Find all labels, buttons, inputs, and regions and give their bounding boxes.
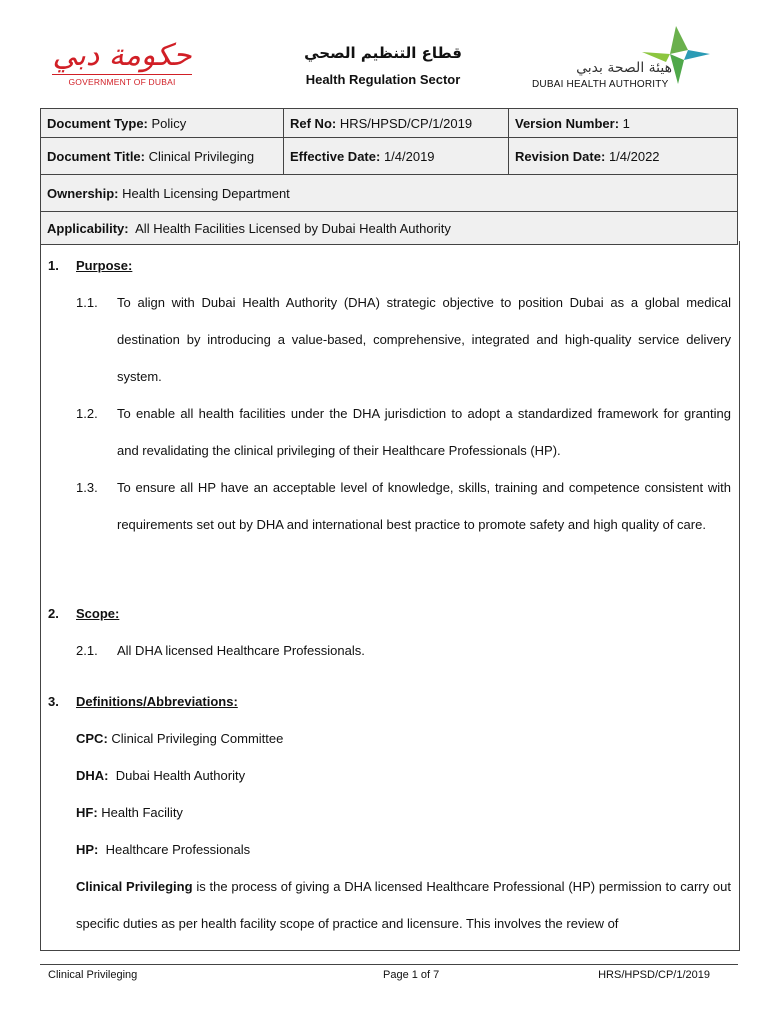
dha-logo-english-text: DUBAI HEALTH AUTHORITY <box>532 79 669 90</box>
dha-logo-arabic-text: هيئة الصحة بدبي <box>576 60 672 76</box>
scope-item-1-text: All DHA licensed Healthcare Professionals. <box>117 643 365 658</box>
document-metadata-table <box>40 108 738 245</box>
dha-emblem-icon <box>640 24 710 86</box>
version-number-cell: Version Number: 1 <box>509 109 738 138</box>
footer-page-number: Page 1 of 7 <box>383 969 440 981</box>
effective-date-cell: Effective Date: 1/4/2019 <box>284 138 509 175</box>
definition-hp: HP: Healthcare Professionals <box>76 842 251 857</box>
gov-logo-rule <box>52 74 192 75</box>
document-body <box>40 241 740 951</box>
revision-date-cell: Revision Date: 1/4/2022 <box>509 138 738 175</box>
ref-no-cell: Ref No: HRS/HPSD/CP/1/2019 <box>284 109 509 138</box>
doc-type-cell: Document Type: Policy <box>41 109 284 138</box>
purpose-item-3-text: To ensure all HP have an acceptable level of knowledge, skills, training and competence consistent with requirements set out by DHA and international best practice to promote safety and high quality of care. <box>117 480 731 532</box>
section-1-heading: 1. Purpose: <box>48 258 133 273</box>
page-footer <box>40 964 738 995</box>
purpose-item-1-number: 1.1. <box>76 295 98 310</box>
purpose-item-2-text: To enable all health facilities under the DHA jurisdiction to adopt a standardized framework for granting and revalidating the clinical privileging of their Healthcare Professionals (HP). <box>117 406 731 458</box>
purpose-item-1-text: To align with Dubai Health Authority (DHA) strategic objective to position Dubai as a global medical destination by introducing a value-based, comprehensive, integrated and high-quality service delivery system. <box>117 295 731 384</box>
gov-logo-english-text: GOVERNMENT OF DUBAI <box>68 77 176 87</box>
sector-title-english: Health Regulation Sector <box>305 72 461 87</box>
document-header <box>0 0 768 108</box>
footer-document-title: Clinical Privileging <box>48 969 138 981</box>
definition-clinical-privileging: Clinical Privileging is the process of giving a DHA licensed Healthcare Professional (HP) permission to carry out specific duties as per health facility scope of practice and licensure. This involves the review of <box>76 879 731 931</box>
applicability-cell: Applicability: All Health Facilities Licensed by Dubai Health Authority <box>41 212 738 245</box>
definition-cpc: CPC: Clinical Privileging Committee <box>76 731 284 746</box>
definition-hf: HF: Health Facility <box>76 805 183 820</box>
doc-title-cell: Document Title: Clinical Privileging <box>41 138 284 175</box>
section-2-heading: 2. Scope: <box>48 606 120 621</box>
sector-title-arabic: قطاع التنظيم الصحي <box>304 44 462 62</box>
definition-dha: DHA: Dubai Health Authority <box>76 768 246 783</box>
ownership-cell: Ownership: Health Licensing Department <box>41 175 738 212</box>
footer-reference: HRS/HPSD/CP/1/2019 <box>598 969 710 981</box>
purpose-item-3-number: 1.3. <box>76 480 98 495</box>
sector-title <box>270 44 496 87</box>
dubai-health-authority-logo <box>532 24 716 96</box>
section-3-heading: 3. Definitions/Abbreviations: <box>48 694 238 709</box>
gov-logo-arabic-text: حكومة دبي <box>52 38 192 73</box>
government-of-dubai-logo <box>52 40 192 92</box>
scope-item-1-number: 2.1. <box>76 643 98 658</box>
purpose-item-2-number: 1.2. <box>76 406 98 421</box>
